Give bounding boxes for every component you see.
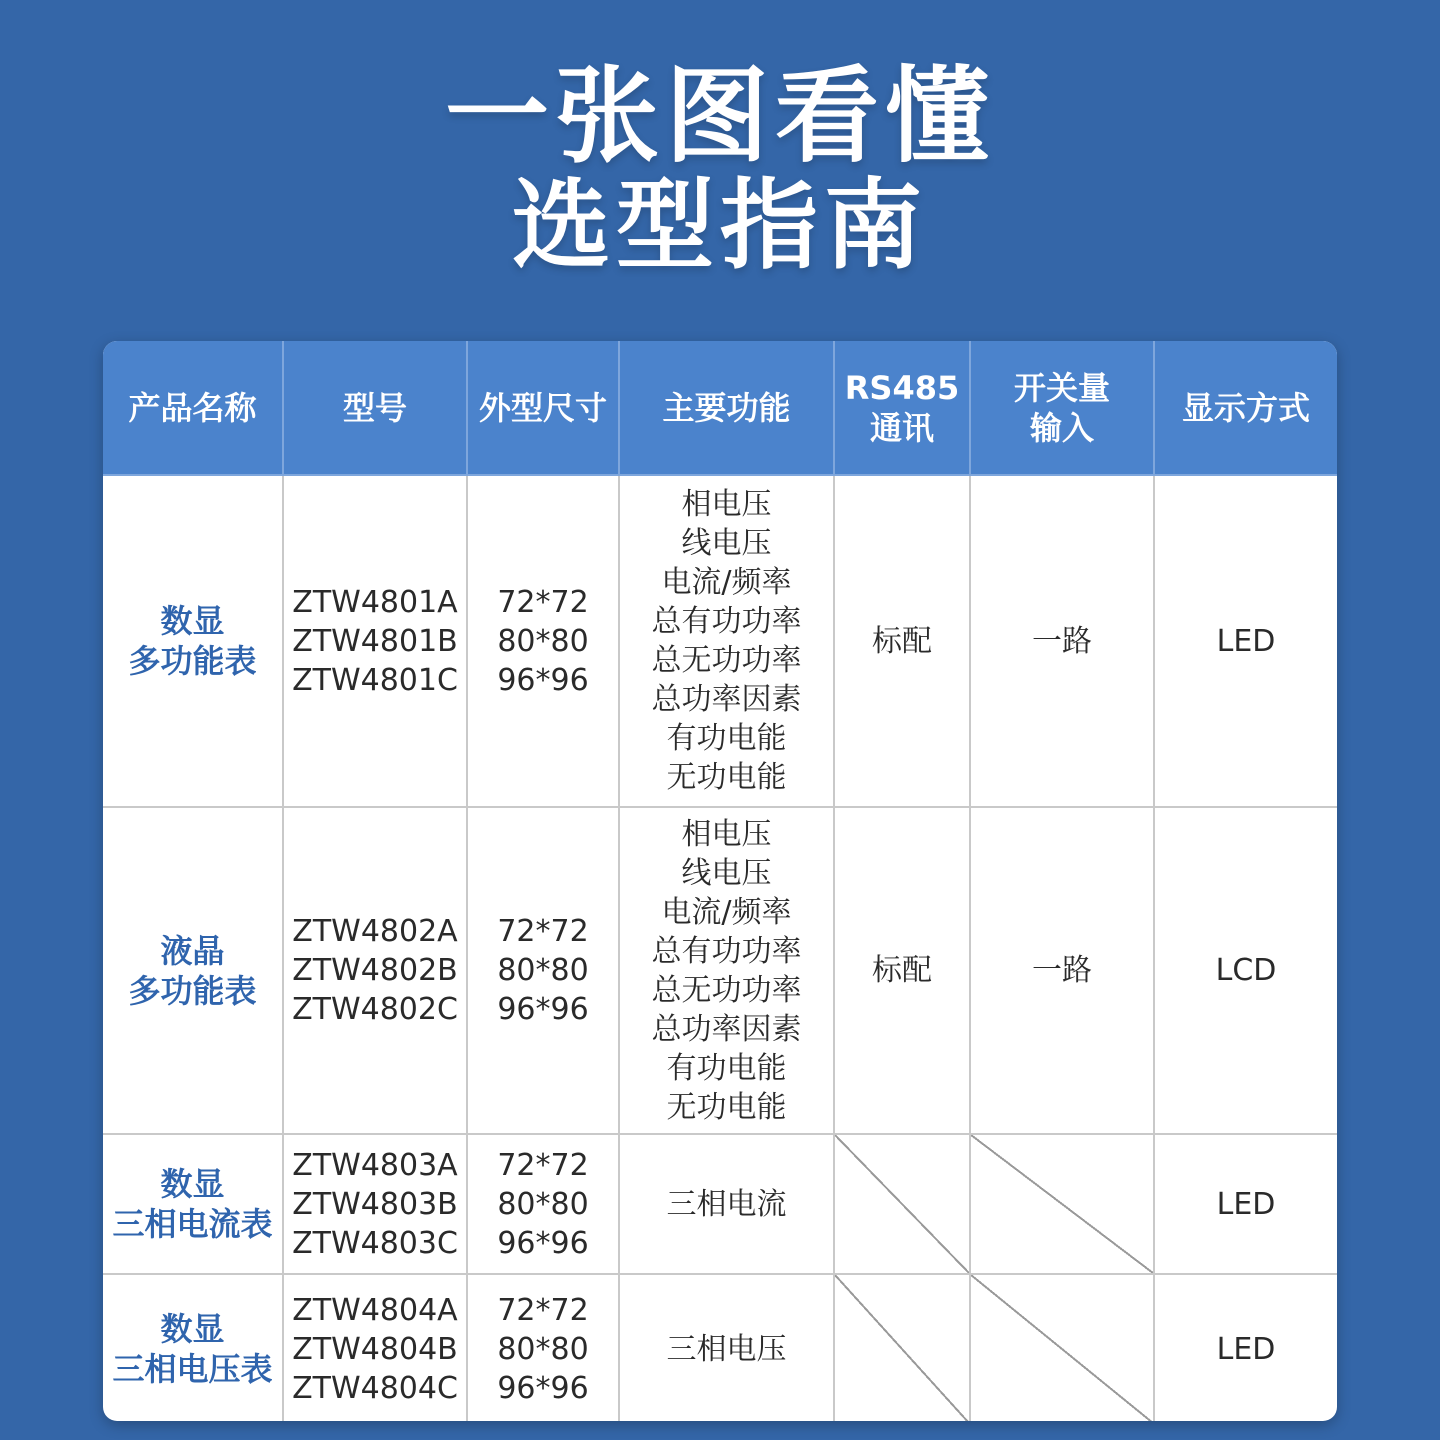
selection-guide-table (103, 341, 1337, 1421)
header-display: 显示方式 (1154, 341, 1337, 475)
header-main-function: 主要功能 (619, 341, 834, 475)
title-line-2: 选型指南 (511, 169, 928, 283)
function-cell: 相电压 线电压 电流/频率 总有功功率 总无功功率 总功率因素 有功电能 无功电能 (619, 807, 834, 1134)
header-product-name: 产品名称 (103, 341, 283, 475)
table-row (103, 1134, 1337, 1274)
title-line-1: 一张图看懂 (444, 55, 995, 177)
display-cell: LED (1154, 1274, 1337, 1421)
model-cell: ZTW4803A ZTW4803B ZTW4803C (283, 1134, 467, 1274)
product-name-cell: 数显 三相电压表 (103, 1274, 283, 1421)
size-cell: 72*72 80*80 96*96 (467, 807, 619, 1134)
product-name-cell: 数显 多功能表 (103, 475, 283, 807)
product-name-cell: 液晶 多功能表 (103, 807, 283, 1134)
switch-input-cell: 一路 (970, 475, 1154, 807)
model-cell: ZTW4802A ZTW4802B ZTW4802C (283, 807, 467, 1134)
display-cell: LED (1154, 475, 1337, 807)
rs485-cell: 标配 (834, 807, 970, 1134)
rs485-cell-not-applicable (834, 1134, 970, 1274)
function-cell: 三相电压 (619, 1274, 834, 1421)
rs485-cell-not-applicable (834, 1274, 970, 1421)
table-row (103, 475, 1337, 807)
size-cell: 72*72 80*80 96*96 (467, 1274, 619, 1421)
table-row (103, 807, 1337, 1134)
table-header-row (103, 341, 1337, 475)
table-row (103, 1274, 1337, 1421)
header-size: 外型尺寸 (467, 341, 619, 475)
header-model: 型号 (283, 341, 467, 475)
header-rs485: RS485 通讯 (834, 341, 970, 475)
switch-input-cell-not-applicable (970, 1274, 1154, 1421)
display-cell: LCD (1154, 807, 1337, 1134)
rs485-cell: 标配 (834, 475, 970, 807)
product-name-cell: 数显 三相电流表 (103, 1134, 283, 1274)
switch-input-cell-not-applicable (970, 1134, 1154, 1274)
page-title (0, 55, 1440, 283)
model-cell: ZTW4801A ZTW4801B ZTW4801C (283, 475, 467, 807)
size-cell: 72*72 80*80 96*96 (467, 475, 619, 807)
model-cell: ZTW4804A ZTW4804B ZTW4804C (283, 1274, 467, 1421)
header-switch-input: 开关量 输入 (970, 341, 1154, 475)
function-cell: 相电压 线电压 电流/频率 总有功功率 总无功功率 总功率因素 有功电能 无功电能 (619, 475, 834, 807)
display-cell: LED (1154, 1134, 1337, 1274)
switch-input-cell: 一路 (970, 807, 1154, 1134)
size-cell: 72*72 80*80 96*96 (467, 1134, 619, 1274)
function-cell: 三相电流 (619, 1134, 834, 1274)
